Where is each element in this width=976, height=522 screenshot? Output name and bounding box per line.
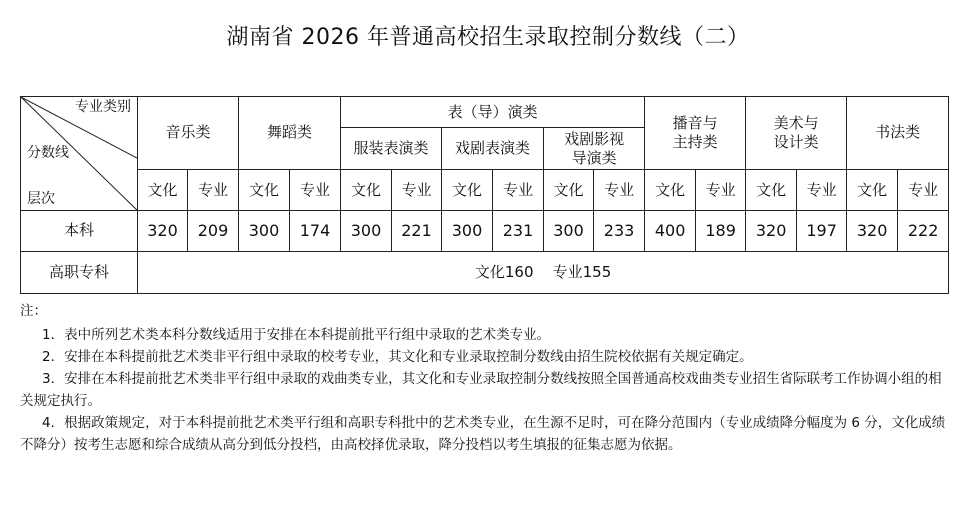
header-costume: 服装表演类 [341,128,442,169]
score-cell: 400 [645,211,696,251]
score-cell: 300 [239,211,290,251]
header-broadcast-line2: 主持类 [672,132,718,151]
vocational-row [21,251,949,293]
note-3: 3．安排在本科提前批艺术类非平行组中录取的戏曲类专业，其文化和专业录取控制分数线按照全国普通高校戏曲类专业招生省际联考工作协调小组的相关规定执行。 [20,371,942,409]
header-drama: 戏剧表演类 [442,128,544,169]
note-4: 4．根据政策规定，对于本科提前批艺术类平行组和高职专科批中的艺术类专业，在生源不足时，可在降分范围内（专业成绩降分幅度为 6 分，文化成绩不降分）按考生志愿和综合成绩从高分到低分投档，由高校择优录取，降分投档以考生填报的征集志愿为依据。 [20,415,946,453]
header-art-line2: 设计类 [773,132,819,151]
score-cell: 320 [847,211,898,251]
header-film-line1: 戏剧影视 [564,129,625,148]
score-table [20,96,949,294]
subheader-major: 专业 [696,169,746,210]
header-art [746,97,847,170]
subheader-culture: 文化 [847,169,898,210]
score-cell: 320 [746,211,797,251]
subheader-major: 专业 [493,169,544,210]
notes-label: 注： [20,303,47,319]
score-cell: 300 [544,211,594,251]
score-cell: 320 [138,211,188,251]
notes-section [20,300,950,456]
subheader-major: 专业 [594,169,645,210]
score-cell: 233 [594,211,645,251]
subheader-culture: 文化 [645,169,696,210]
subheader-culture: 文化 [544,169,594,210]
score-cell: 300 [341,211,392,251]
vocational-scores [138,251,949,293]
subheader-culture: 文化 [746,169,797,210]
subheader-row [21,169,949,210]
header-corner-cell [21,97,138,211]
score-cell: 189 [696,211,746,251]
score-cell: 231 [493,211,544,251]
score-cell: 174 [290,211,341,251]
subheader-culture: 文化 [442,169,493,210]
subheader-major: 专业 [392,169,442,210]
subheader-culture: 文化 [341,169,392,210]
corner-category-label: 专业类别 [75,99,131,115]
note-2: 2．安排在本科提前批艺术类非平行组中录取的校考专业，其文化和专业录取控制分数线由招生院校依据有关规定确定。 [42,349,753,365]
subheader-major: 专业 [898,169,949,210]
header-calligraphy: 书法类 [847,97,949,170]
subheader-major: 专业 [290,169,341,210]
page-title: 湖南省 2026 年普通高校招生录取控制分数线（二） [226,25,750,50]
corner-level-label: 层次 [27,190,55,207]
header-dance: 舞蹈类 [239,97,341,170]
header-art-line1: 美术与 [773,114,819,133]
score-cell: 197 [797,211,847,251]
score-cell: 300 [442,211,493,251]
subheader-culture: 文化 [239,169,290,210]
header-broadcast [645,97,746,170]
vocational-culture-score: 文化160 [474,262,534,281]
score-cell: 222 [898,211,949,251]
undergrad-label: 本科 [21,211,138,251]
subheader-major: 专业 [188,169,239,210]
note-1: 1．表中所列艺术类本科分数线适用于安排在本科提前批平行组中录取的艺术类专业。 [42,327,551,343]
subheader-culture: 文化 [138,169,188,210]
vocational-label: 高职专科 [21,251,138,293]
corner-score-label: 分数线 [27,145,69,161]
undergrad-row [21,211,949,251]
score-cell: 209 [188,211,239,251]
header-broadcast-line1: 播音与 [672,114,718,133]
vocational-major-score: 专业155 [552,262,612,281]
score-cell: 221 [392,211,442,251]
header-music: 音乐类 [138,97,239,170]
subheader-major: 专业 [797,169,847,210]
header-film-line2: 导演类 [571,148,617,167]
header-performance: 表（导）演类 [341,97,645,128]
header-film [544,128,645,169]
